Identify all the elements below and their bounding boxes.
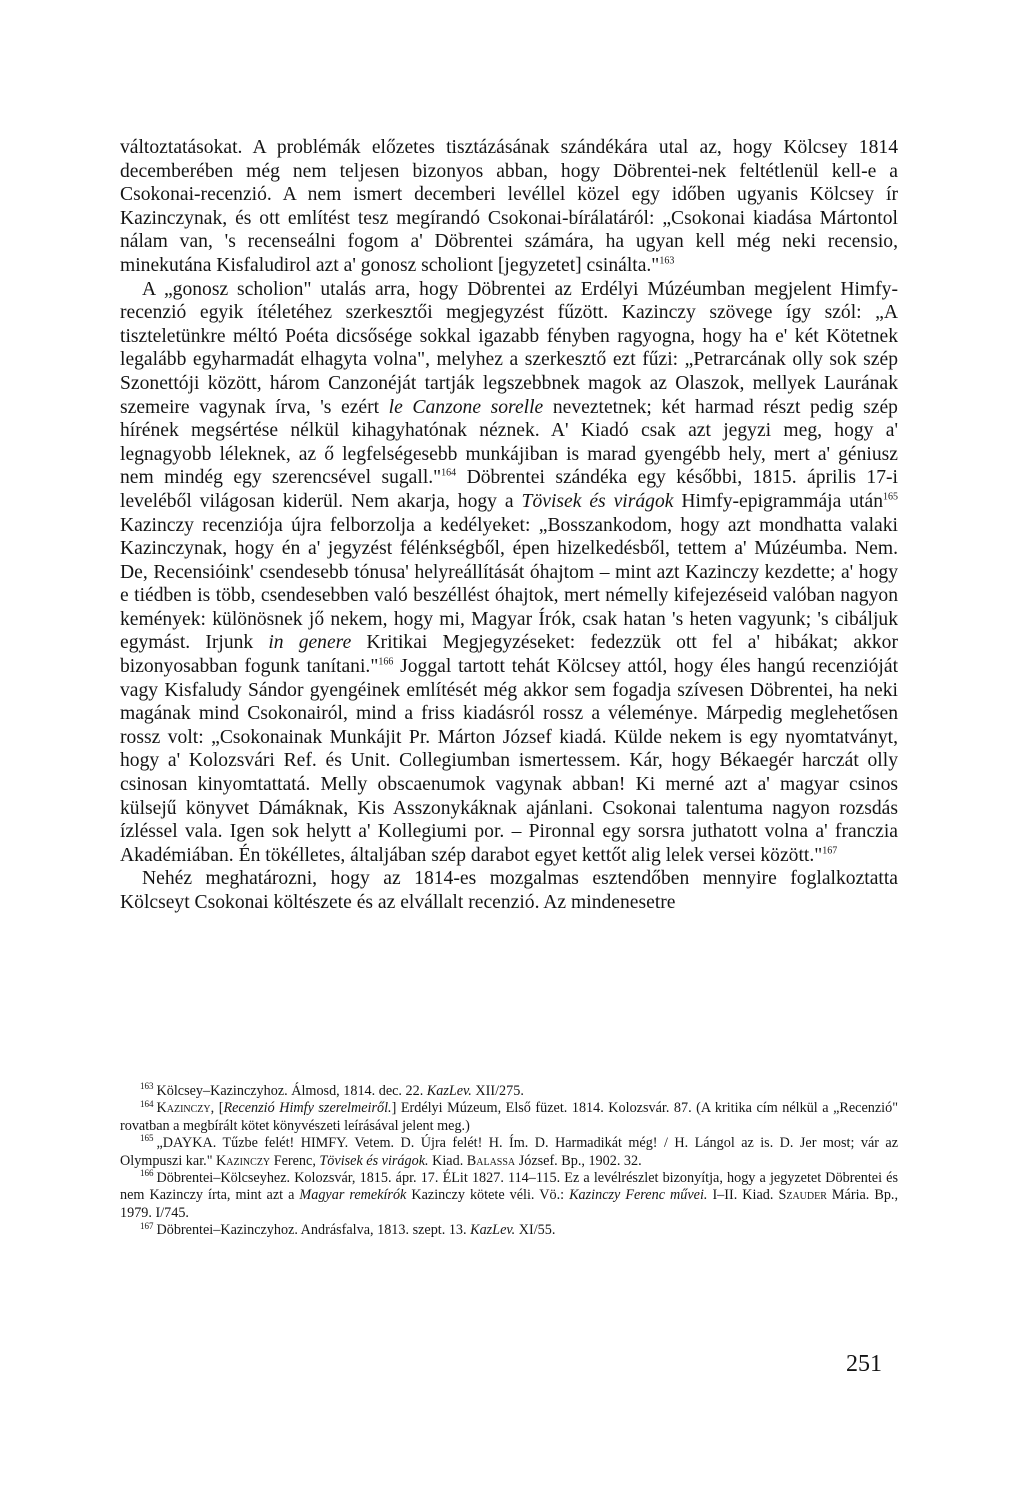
italic-text: KazLev. — [470, 1222, 516, 1239]
footnote-number: 167 — [140, 1220, 154, 1231]
italic-text: Magyar remekírók — [299, 1187, 407, 1204]
italic-text: Tövisek és virágok — [521, 490, 674, 512]
small-caps-name: Kazinczy — [156, 1100, 211, 1117]
paragraph-3: Nehéz meghatározni, hogy az 1814-es mozgalmas esztendőben mennyire foglalkoztatta Kölcseyt Csokonai költészete és az elvállalt recenzió. Az mindenesetre — [120, 868, 898, 913]
italic-text: Kazinczy Ferenc művei. — [569, 1187, 708, 1204]
footnote-164: $^{164}$ Kazinczy, [Recenzió Himfy szerelmeiről.] Erdélyi Múzeum, Első füzet. 1814. Kolozsvár. 87. (A kritika cím nélkül a „Recenzió" rovatban a megbírált kötet könyvészeti leírásával jelent meg.) — [120, 1098, 898, 1134]
small-caps-name: Balassa — [466, 1152, 516, 1169]
small-caps-name: Kazinczy — [216, 1152, 271, 1169]
footnote-165: $^{165}$ „DAYKA. Tűzbe felét! HIMFY. Vetem. D. Újra felét! H. Ím. D. Harmadikát még! / H. Lángol az is. D. Jer most; vár az Olympuszi kar." Kazinczy Ferenc, Tövisek és virágok. Kiad. Balassa József. Bp., 1902. 32. — [120, 1133, 898, 1169]
paragraph-1: változtatásokat. A problémák előzetes tisztázásának szándékára utal az, hogy Kölcsey 1814 decemberében még nem teljesen bizonyos abban, hogy Döbrentei-nek feltétlenül kell-e a Csokonai-recenzió. A nem ismert decemberi levéllel közel egy időben ugyanis Kölcsey ír Kazinczynak, és ott említést tesz megírandó Csokonai-bírálatáról: „Csokonai kiadása Mártontol nálam van, 's recenseálni fogom a' Döbrentei számára, ha ugyan kell még neki recensio, minekutána Kisfaludirol azt a' gonosz scholiont [jegyzetet] csinálta."$^{163}$ — [120, 137, 898, 276]
main-text — [120, 136, 898, 915]
italic-text: KazLev. — [426, 1083, 472, 1099]
footnote-166: $^{166}$ Döbrentei–Kölcseyhez. Kolozsvár, 1815. ápr. 17. ÉLit 1827. 114–115. Ez a levélrészlet bizonyítja, hogy a jegyzetet Döbrentei és nem Kazinczy írta, mint azt a Magyar remekírók Kazinczy kötete véli. Vö.: Kazinczy Ferenc művei. I–II. Kiad. Szauder Mária. Bp., 1979. I/745. — [120, 1168, 899, 1221]
footnote-ref: 166 — [378, 656, 394, 668]
footnote-number: 164 — [140, 1098, 154, 1109]
footnote-number: 163 — [140, 1081, 154, 1092]
small-caps-name: Szauder — [778, 1187, 827, 1204]
italic-text: in genere — [268, 632, 352, 654]
footnote-ref: 164 — [441, 467, 457, 479]
italic-text: Tövisek és virágok. — [319, 1152, 429, 1169]
footnotes — [120, 1083, 898, 1240]
footnote-ref: 167 — [822, 845, 838, 857]
italic-text: Recenzió Himfy szerelmeiről. — [223, 1100, 392, 1117]
footnote-number: 165 — [140, 1133, 154, 1144]
italic-text: le Canzone sorelle — [388, 396, 544, 418]
footnote-ref: 163 — [659, 255, 675, 267]
footnote-ref: 165 — [883, 491, 898, 503]
footnote-163: $^{163}$ Kölcsey–Kazinczyhoz. Álmosd, 1814. dec. 22. KazLev. XII/275. — [140, 1081, 524, 1099]
footnote-number: 166 — [140, 1168, 154, 1179]
page-number: 251 — [846, 1351, 882, 1377]
paragraph-2: A „gonosz scholion" utalás arra, hogy Döbrentei az Erdélyi Múzéumban megjelent Himfy-recenzió egyik ítéletéhez szerkesztői megjegyzést fűzött. Kazinczy szövege így szól: „A tiszteletünkre méltó Poéta dicsősége sokkal igazabb fényben ragyogna, hogy ha e' két Kötetnek legalább egyharmadát elhagyta volna", melyhez a szerkesztő ezt fűzi: „Petrarcának olly sok szép Szonettóji között, három Canzonéját tartják legszebbnek magok az Olaszok, mellyek Laurának szemeire vagynak írva, 's ezért le Canzone sorelle neveztetnek; két harmad részt pedig szép hírének megsértése nélkül kihagyhatónak néznek. A' Kiadó csak azt jegyzi meg, hogy a' legnagyobb léleknek, az ő legfelségesebb munkájiban is marad gyengébb hely, mert a' géniusz nem mindég egy szerencsével sugall."$^{164}$ Döbrentei szándéka egy későbbi, 1815. április 17-i leveléből világosan kiderül. Nem akarja, hogy a Tövisek és virágok Himfy-epigrammája után$^{165}$ Kazinczy recenziója újra felborzolja a kedélyeket: „Bosszankodom, hogy azt mondhatta valaki Kazinczynak, hogy én a' jegyzést félénkségből, épen hizelkedésből, tettem a' Múzéumba. Nem. De, Recensióink' csendesebb tónusa' helyreállítását óhajtom – mint azt Kazinczy kezdette; a' hogy e tiédben is több, csendesebben való beszéllést óhajtok, mert némelly kifejezéseid valóban nagyon kemények: különösnek jő nekem, hogy mi, Magyar Írók, csak hatan 's heten vagyunk; 's cibáljuk egymást. Irjunk in genere Kritikai Megjegyzéseket: fedezzük ott fel a' hibákat; akkor bizonyosabban fogunk tanítani."$^{166}$ Joggal tartott tehát Kölcsey attól, hogy éles hangú recenzióját vagy Kisfaludy Sándor gyengéinek említését még akkor sem fogadja szívesen Döbrentei, ha neki magának mind Csokonairól, mind a friss kiadásról rossz a véleménye. Márpedig meglehetősen rossz volt: „Csokonainak Munkájit Pr. Márton József kiadá. Külde nekem is egy nyomtatványt, hogy a' Kolozsvári Ref. és Unit. Collegiumban ismertessem. Kár, hogy Békaegér harczát olly csinosan kinyomtattatá. Melly obscaenumok vagynak abban! Ki merné azt a' magyar csinos külsejű könyvet Dámáknak, Kis Asszonykáknak ajánlani. Csokonai talentuma nagyon rozsdás ízléssel vala. Igen sok helytt a' Kollegiumi por. – Pironnal egy sorsra juthatott volna a' franczia Akadémiában. Én tökélletes, általjában szép darabot egyet kettőt alig lelek versei között."$^{167}$ — [120, 278, 899, 866]
footnote-167: $^{167}$ Döbrentei–Kazinczyhoz. Andrásfalva, 1813. szept. 13. KazLev. XI/55. — [140, 1220, 556, 1239]
